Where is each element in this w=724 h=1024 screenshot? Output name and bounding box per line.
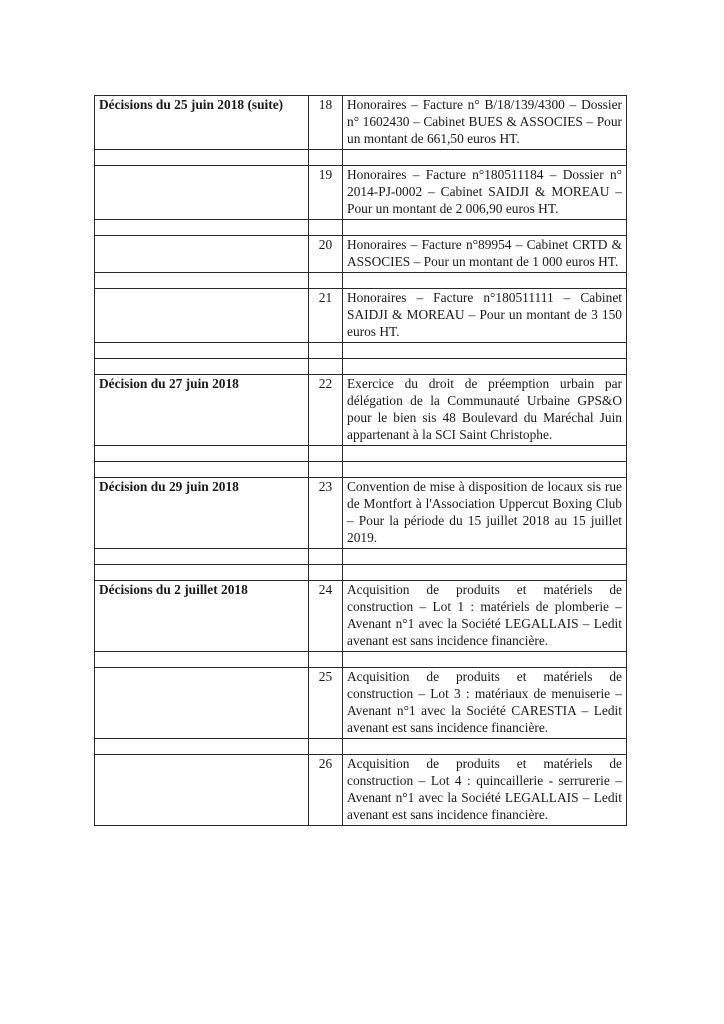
spacer-row	[95, 446, 627, 462]
empty-date-cell	[95, 166, 309, 220]
spacer-row	[95, 343, 627, 359]
decision-date: Décision du 27 juin 2018	[95, 375, 309, 446]
table-row	[95, 755, 627, 826]
spacer-row	[95, 462, 627, 478]
entry-number: 18	[309, 96, 343, 150]
table-row	[95, 478, 627, 549]
spacer-row	[95, 739, 627, 755]
table-row	[95, 236, 627, 273]
entry-text: Convention de mise à disposition de locaux sis rue de Montfort à l'Association Uppercut Boxing Club – Pour la période du 15 juillet 2018 au 15 juillet 2019.	[343, 478, 627, 549]
decision-date: Décisions du 2 juillet 2018	[95, 581, 309, 652]
table-row	[95, 581, 627, 652]
entry-text: Exercice du droit de préemption urbain par délégation de la Communauté Urbaine GPS&O pour le bien sis 48 Boulevard du Maréchal Juin appartenant à la SCI Saint Christophe.	[343, 375, 627, 446]
spacer-row	[95, 359, 627, 375]
table-row	[95, 375, 627, 446]
table-row	[95, 166, 627, 220]
spacer-row	[95, 549, 627, 565]
entry-number: 20	[309, 236, 343, 273]
entry-number: 24	[309, 581, 343, 652]
entry-number: 21	[309, 289, 343, 343]
entry-number: 19	[309, 166, 343, 220]
empty-date-cell	[95, 236, 309, 273]
entry-number: 26	[309, 755, 343, 826]
spacer-row	[95, 273, 627, 289]
table-row	[95, 289, 627, 343]
document-page	[94, 95, 626, 826]
entry-text: Honoraires – Facture n°89954 – Cabinet CRTD & ASSOCIES – Pour un montant de 1 000 euros HT.	[343, 236, 627, 273]
decisions-table	[94, 95, 627, 826]
entry-number: 22	[309, 375, 343, 446]
entry-text: Honoraires – Facture n° B/18/139/4300 – Dossier n° 1602430 – Cabinet BUES & ASSOCIES – Pour un montant de 661,50 euros HT.	[343, 96, 627, 150]
entry-text: Honoraires – Facture n°180511111 – Cabinet SAIDJI & MOREAU – Pour un montant de 3 150 euros HT.	[343, 289, 627, 343]
spacer-row	[95, 220, 627, 236]
decision-date: Décisions du 25 juin 2018 (suite)	[95, 96, 309, 150]
entry-text: Acquisition de produits et matériels de construction – Lot 1 : matériels de plomberie – Avenant n°1 avec la Société LEGALLAIS – Ledit avenant est sans incidence financière.	[343, 581, 627, 652]
entry-number: 23	[309, 478, 343, 549]
entry-text: Acquisition de produits et matériels de construction – Lot 4 : quincaillerie - serrurerie – Avenant n°1 avec la Société LEGALLAIS – Ledit avenant est sans incidence financière.	[343, 755, 627, 826]
spacer-row	[95, 150, 627, 166]
entry-text: Acquisition de produits et matériels de construction – Lot 3 : matériaux de menuiserie – Avenant n°1 avec la Société CARESTIA – Ledit avenant est sans incidence financière.	[343, 668, 627, 739]
empty-date-cell	[95, 668, 309, 739]
decisions-table-body	[95, 96, 627, 826]
empty-date-cell	[95, 289, 309, 343]
spacer-row	[95, 652, 627, 668]
table-row	[95, 668, 627, 739]
entry-text: Honoraires – Facture n°180511184 – Dossier n° 2014-PJ-0002 – Cabinet SAIDJI & MOREAU – Pour un montant de 2 006,90 euros HT.	[343, 166, 627, 220]
entry-number: 25	[309, 668, 343, 739]
spacer-row	[95, 565, 627, 581]
decision-date: Décision du 29 juin 2018	[95, 478, 309, 549]
table-row	[95, 96, 627, 150]
empty-date-cell	[95, 755, 309, 826]
